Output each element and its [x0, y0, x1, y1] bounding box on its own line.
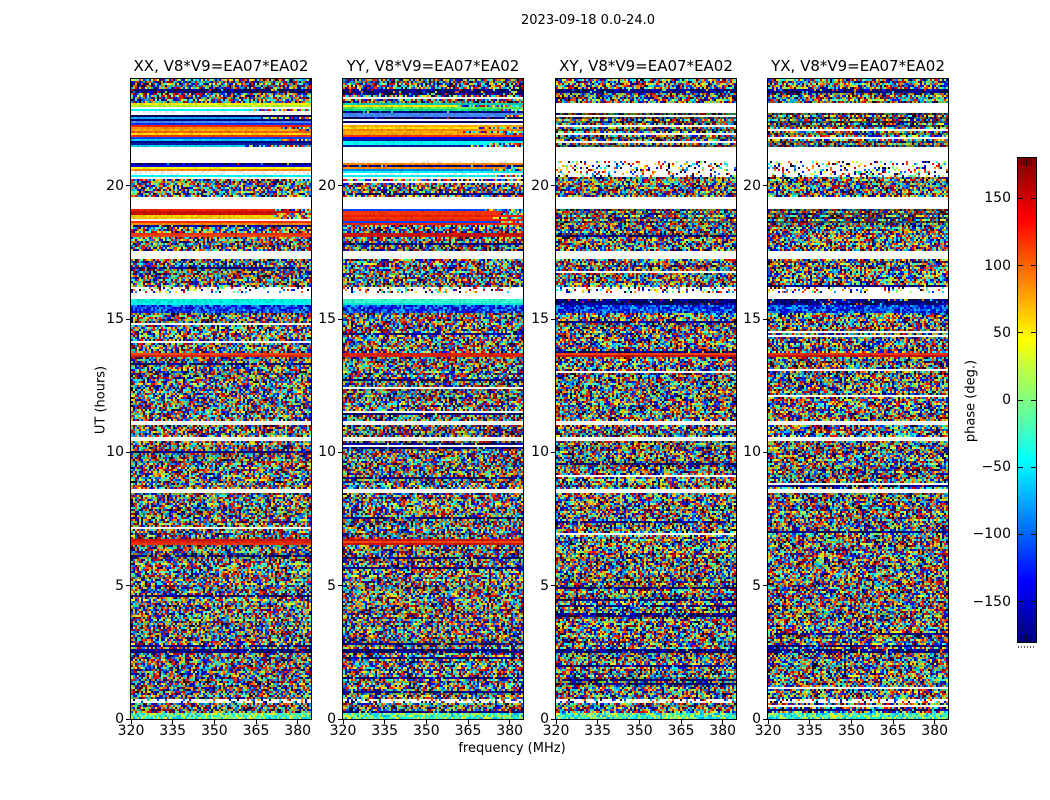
x-tick-label: 350: [625, 723, 653, 739]
colorbar-tick-label: 50: [993, 324, 1011, 341]
panel-title: YY, V8*V9=EA07*EA02: [346, 57, 520, 75]
y-tick-label: 20: [318, 177, 336, 194]
heatmap-canvas-yx: [768, 79, 948, 719]
y-tick-mark: [126, 719, 130, 720]
y-tick-mark: [338, 719, 342, 720]
heatmap-canvas-xy: [556, 79, 736, 719]
y-tick-label: 15: [743, 311, 761, 327]
y-tick-mark: [126, 585, 130, 586]
heatmap-canvas-xx: [131, 79, 311, 719]
figure-title: 2023-09-18 0.0-24.0: [521, 13, 655, 28]
colorbar-tick-label: −50: [981, 459, 1011, 476]
y-tick-mark: [763, 719, 767, 720]
colorbar-tick-mark: [1031, 332, 1036, 333]
panel-title: XY, V8*V9=EA07*EA02: [559, 57, 733, 75]
y-tick-mark: [763, 452, 767, 453]
y-tick-label: 15: [106, 311, 124, 327]
y-tick-label: 10: [106, 444, 124, 461]
y-tick-mark: [126, 185, 130, 186]
x-tick-label: 365: [454, 723, 482, 739]
y-tick-mark: [338, 319, 342, 320]
x-tick-label: 320: [754, 723, 782, 739]
x-tick-label: 335: [796, 723, 824, 739]
y-tick-label: 10: [318, 444, 336, 461]
y-tick-label: 0: [752, 711, 761, 727]
colorbar-tick-mark: [1018, 265, 1023, 266]
colorbar-tick-mark: [1018, 332, 1023, 333]
colorbar-tick-mark: [1018, 467, 1023, 468]
colorbar-tick-label: −100: [972, 526, 1011, 543]
colorbar-bottom-dots: [1018, 646, 1036, 648]
colorbar-tick-mark: [1031, 265, 1036, 266]
colorbar-tick-label: 150: [984, 190, 1011, 207]
y-tick-label: 5: [752, 577, 761, 594]
y-tick-mark: [338, 185, 342, 186]
panel-title: YX, V8*V9=EA07*EA02: [771, 57, 945, 75]
y-tick-label: 20: [743, 177, 761, 194]
colorbar-tick-mark: [1031, 601, 1036, 602]
y-tick-mark: [551, 452, 555, 453]
colorbar-end-hatch: [1021, 634, 1033, 641]
colorbar-tick-mark: [1031, 400, 1036, 401]
colorbar-tick-label: 100: [984, 257, 1011, 274]
colorbar-label: phase (deg.): [963, 359, 979, 443]
x-axis-label: frequency (MHz): [458, 741, 566, 756]
colorbar-tick-mark: [1018, 534, 1023, 535]
panel-title: XX, V8*V9=EA07*EA02: [133, 57, 309, 75]
x-tick-label: 365: [879, 723, 907, 739]
heatmap-canvas-yy: [343, 79, 523, 719]
x-tick-label: 380: [496, 723, 524, 739]
x-tick-label: 380: [284, 723, 312, 739]
y-tick-label: 5: [115, 577, 124, 594]
panel-frame: [130, 78, 312, 720]
panel-frame: [767, 78, 949, 720]
y-tick-mark: [551, 719, 555, 720]
y-tick-mark: [551, 585, 555, 586]
x-tick-label: 335: [371, 723, 399, 739]
colorbar-tick-mark: [1031, 534, 1036, 535]
colorbar-tick-mark: [1018, 601, 1023, 602]
y-tick-label: 15: [318, 311, 336, 327]
x-tick-label: 350: [837, 723, 865, 739]
colorbar-tick-mark: [1031, 467, 1036, 468]
x-tick-label: 380: [921, 723, 949, 739]
x-tick-label: 320: [329, 723, 357, 739]
x-tick-label: 365: [667, 723, 695, 739]
y-tick-mark: [763, 585, 767, 586]
y-tick-mark: [551, 319, 555, 320]
x-tick-label: 320: [117, 723, 145, 739]
y-axis-label: UT (hours): [93, 365, 109, 435]
colorbar: [1017, 157, 1037, 643]
y-tick-label: 0: [115, 711, 124, 727]
x-tick-label: 335: [159, 723, 187, 739]
y-tick-mark: [763, 185, 767, 186]
y-tick-label: 20: [106, 177, 124, 194]
y-tick-mark: [338, 452, 342, 453]
colorbar-tick-label: −150: [972, 593, 1011, 610]
y-tick-label: 0: [540, 711, 549, 727]
y-tick-label: 5: [540, 577, 549, 594]
y-tick-label: 5: [327, 577, 336, 594]
colorbar-end-hatch: [1021, 159, 1033, 166]
colorbar-tick-mark: [1031, 198, 1036, 199]
x-tick-label: 320: [542, 723, 570, 739]
x-tick-label: 335: [584, 723, 612, 739]
colorbar-tick-mark: [1018, 198, 1023, 199]
y-tick-mark: [338, 585, 342, 586]
y-tick-label: 10: [531, 444, 549, 461]
x-tick-label: 365: [242, 723, 270, 739]
panel-frame: [342, 78, 524, 720]
y-tick-label: 10: [743, 444, 761, 461]
y-tick-label: 15: [531, 311, 549, 327]
y-tick-label: 0: [327, 711, 336, 727]
x-tick-label: 380: [709, 723, 737, 739]
x-tick-label: 350: [412, 723, 440, 739]
colorbar-tick-label: 0: [1002, 392, 1011, 408]
y-tick-mark: [551, 185, 555, 186]
y-tick-label: 20: [531, 177, 549, 194]
panel-frame: [555, 78, 737, 720]
colorbar-tick-mark: [1018, 400, 1023, 401]
y-tick-mark: [126, 319, 130, 320]
y-tick-mark: [763, 319, 767, 320]
y-tick-mark: [126, 452, 130, 453]
x-tick-label: 350: [200, 723, 228, 739]
